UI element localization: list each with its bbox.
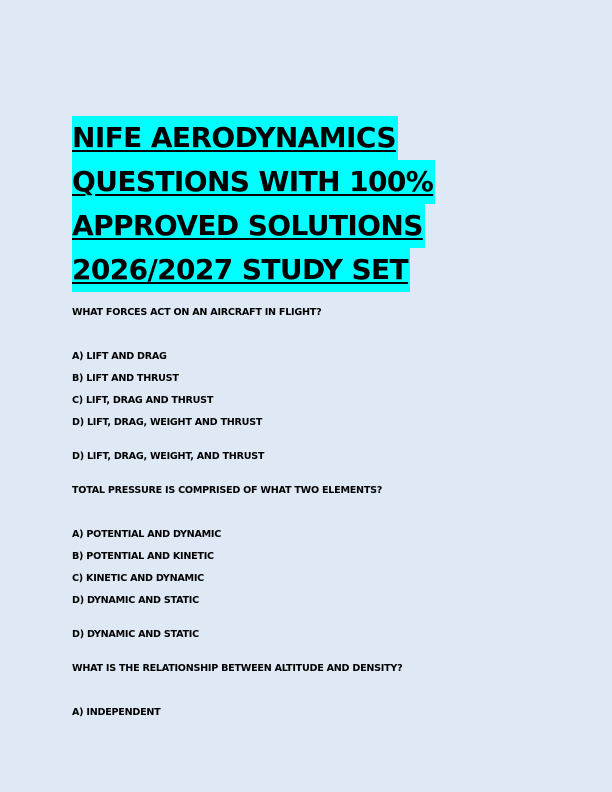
title-line: QUESTIONS WITH 100% xyxy=(72,160,435,204)
answer-option: B) POTENTIAL AND KINETIC xyxy=(72,551,214,562)
answer-option: D) DYNAMIC AND STATIC xyxy=(72,595,199,606)
question-text: TOTAL PRESSURE IS COMPRISED OF WHAT TWO ELEMENTS? xyxy=(72,485,383,496)
question-text: WHAT FORCES ACT ON AN AIRCRAFT IN FLIGHT? xyxy=(72,307,322,318)
answer-option: A) LIFT AND DRAG xyxy=(72,351,167,362)
answer-option: A) INDEPENDENT xyxy=(72,707,161,718)
answer-option: D) LIFT, DRAG, WEIGHT AND THRUST xyxy=(72,417,263,428)
title-line: APPROVED SOLUTIONS xyxy=(72,204,425,248)
correct-answer: D) LIFT, DRAG, WEIGHT, AND THRUST xyxy=(72,451,265,462)
title-line: 2026/2027 STUDY SET xyxy=(72,248,410,292)
title-line: NIFE AERODYNAMICS xyxy=(72,116,398,160)
answer-option: A) POTENTIAL AND DYNAMIC xyxy=(72,529,222,540)
answer-option: C) KINETIC AND DYNAMIC xyxy=(72,573,204,584)
question-text: WHAT IS THE RELATIONSHIP BETWEEN ALTITUDE AND DENSITY? xyxy=(72,663,403,674)
correct-answer: D) DYNAMIC AND STATIC xyxy=(72,629,199,640)
answer-option: C) LIFT, DRAG AND THRUST xyxy=(72,395,214,406)
answer-option: B) LIFT AND THRUST xyxy=(72,373,179,384)
document-title xyxy=(72,116,452,292)
